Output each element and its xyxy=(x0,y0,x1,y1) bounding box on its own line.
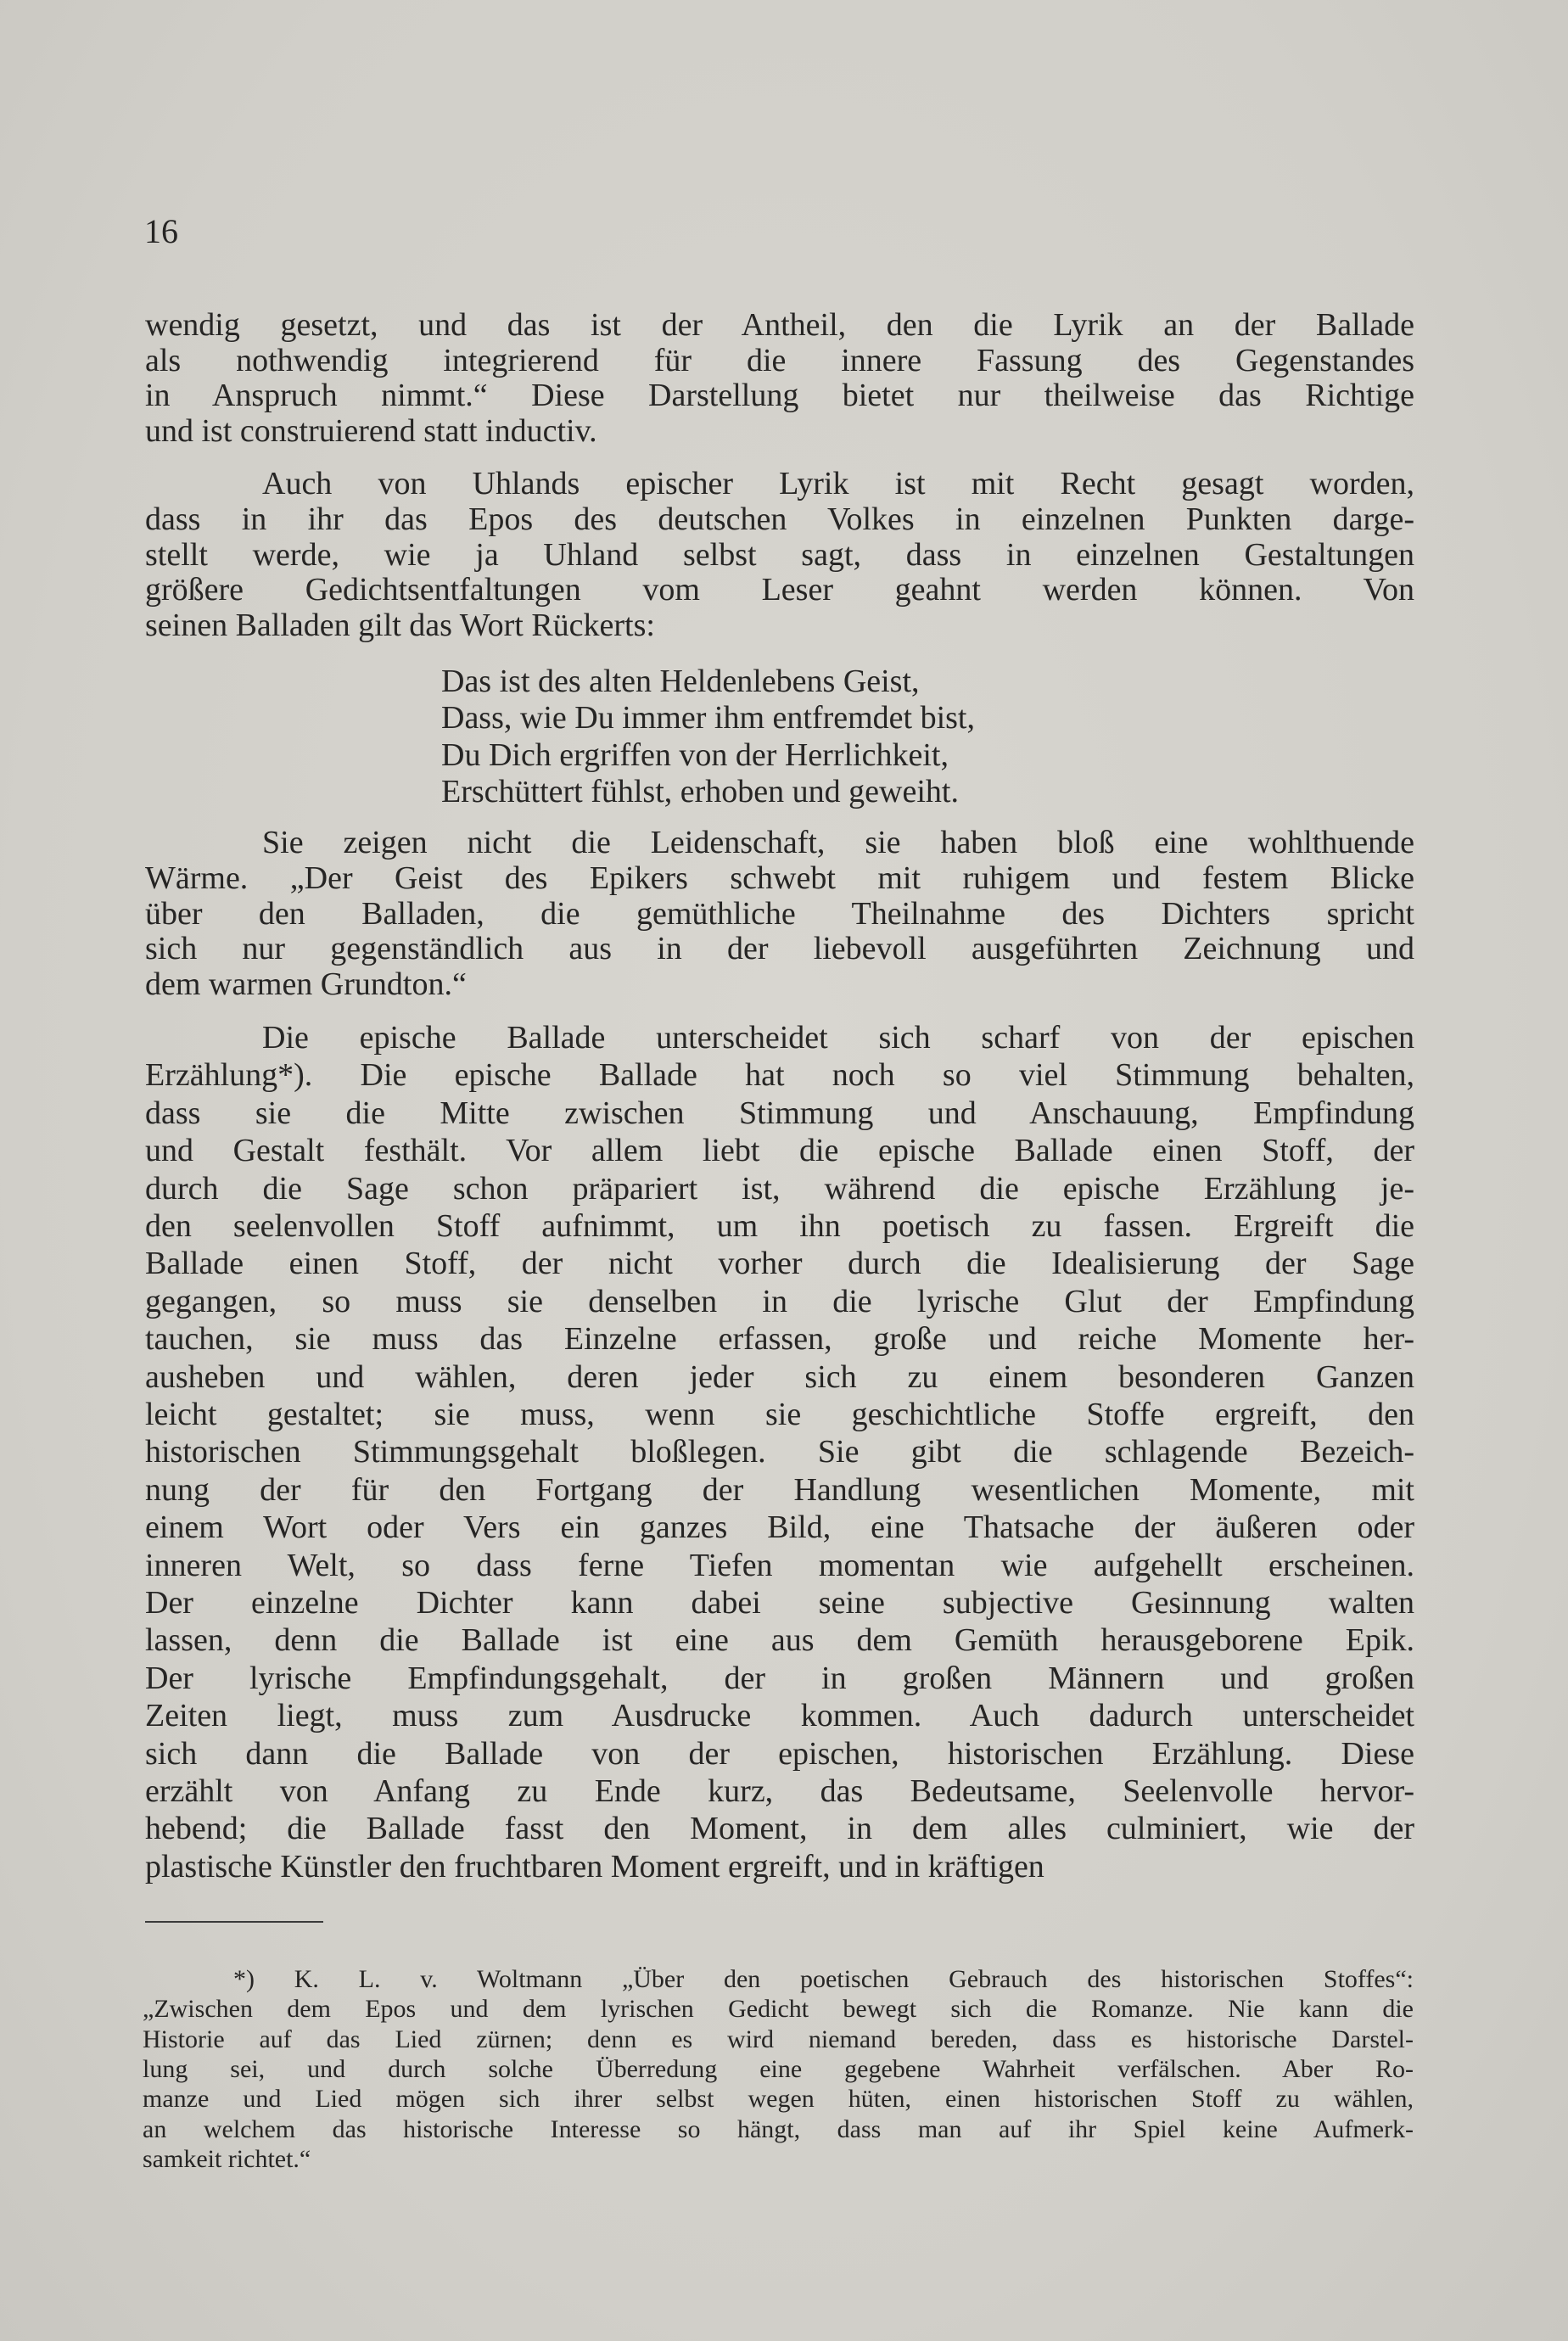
text-line: in Anspruch nimmt.“ Diese Darstellung bietet nur theilweise das Richtige xyxy=(145,378,1414,413)
text-line: ausheben und wählen, deren jeder sich zu einem besonderen Ganzen xyxy=(145,1358,1414,1395)
text-line: tauchen, sie muss das Einzelne erfassen, große und reiche Momente her- xyxy=(145,1321,1414,1358)
page-number: 16 xyxy=(144,212,178,250)
footnote-separator xyxy=(145,1921,323,1923)
text-line: gegangen, so muss sie denselben in die lyrische Glut der Empfindung xyxy=(145,1283,1414,1319)
footnote-line: lung sei, und durch solche Überredung eine gegebene Wahrheit verfälschen. Aber Ro- xyxy=(143,2054,1414,2083)
text-line: Der lyrische Empfindungsgehalt, der in großen Männern und großen xyxy=(145,1660,1414,1696)
verse-line: Das ist des alten Heldenlebens Geist, xyxy=(441,664,920,699)
text-line: sich nur gegenständlich aus in der liebevoll ausgeführten Zeichnung und xyxy=(145,931,1414,967)
text-line: größere Gedichtsentfaltungen vom Leser geahnt werden können. Von xyxy=(145,572,1414,608)
text-line: hebend; die Ballade fasst den Moment, in dem alles culminiert, wie der xyxy=(145,1811,1414,1847)
text-line: Wärme. „Der Geist des Epikers schwebt mit ruhigem und festem Blicke xyxy=(145,860,1414,896)
text-line: dass in ihr das Epos des deutschen Volkes in einzelnen Punkten darge- xyxy=(145,501,1414,537)
text-line: Sie zeigen nicht die Leidenschaft, sie haben bloß eine wohlthuende xyxy=(262,825,1414,860)
footnote-line: samkeit richtet.“ xyxy=(143,2144,311,2173)
text-line: Die epische Ballade unterscheidet sich scharf von der epischen xyxy=(262,1020,1414,1056)
text-line: sich dann die Ballade von der epischen, historischen Erzählung. Diese xyxy=(145,1735,1414,1772)
text-line: historischen Stimmungsgehalt bloßlegen. Sie gibt die schlagende Bezeich- xyxy=(145,1434,1414,1470)
text-line: nung der für den Fortgang der Handlung wesentlichen Momente, mit xyxy=(145,1471,1414,1508)
text-line: erzählt von Anfang zu Ende kurz, das Bedeutsame, Seelenvolle hervor- xyxy=(145,1773,1414,1809)
verse-line: Dass, wie Du immer ihm entfremdet bist, xyxy=(441,700,975,736)
verse-line: Erschüttert fühlst, erhoben und geweiht. xyxy=(441,773,959,809)
text-line: dass sie die Mitte zwischen Stimmung und Anschauung, Empfindung xyxy=(145,1095,1414,1131)
text-line: einem Wort oder Vers ein ganzes Bild, eine Thatsache der äußeren oder xyxy=(145,1509,1414,1546)
text-line: plastische Künstler den fruchtbaren Moment ergreift, und in kräftigen xyxy=(145,1848,1044,1885)
text-line: als nothwendig integrierend für die innere Fassung des Gegenstandes xyxy=(145,342,1414,378)
footnote-line: „Zwischen dem Epos und dem lyrischen Gedicht bewegt sich die Romanze. Nie kann die xyxy=(143,1995,1414,2024)
text-line: inneren Welt, so dass ferne Tiefen momentan wie aufgehellt erscheinen. xyxy=(145,1547,1414,1583)
text-line: stellt werde, wie ja Uhland selbst sagt, dass in einzelnen Gestaltungen xyxy=(145,536,1414,573)
footnote-line: manze und Lied mögen sich ihrer selbst wegen hüten, einen historischen Stoff zu wählen, xyxy=(143,2085,1414,2114)
text-line: über den Balladen, die gemüthliche Theilnahme des Dichters spricht xyxy=(145,895,1414,932)
footnote-line: an welchem das historische Interesse so hängt, dass man auf ihr Spiel keine Aufmerk- xyxy=(143,2114,1414,2143)
text-line: wendig gesetzt, und das ist der Antheil, den die Lyrik an der Ballade xyxy=(145,307,1414,343)
text-line: den seelenvollen Stoff aufnimmt, um ihn poetisch zu fassen. Ergreift die xyxy=(145,1208,1414,1244)
text-line: durch die Sage schon präpariert ist, während die epische Erzählung je- xyxy=(145,1170,1414,1207)
text-line: und Gestalt festhält. Vor allem liebt die epische Ballade einen Stoff, der xyxy=(145,1133,1414,1169)
footnote-line: Historie auf das Lied zürnen; denn es wird niemand bereden, dass es historische Darstel- xyxy=(143,2025,1414,2053)
text-line: lassen, denn die Ballade ist eine aus dem Gemüth herausgeborene Epik. xyxy=(145,1622,1414,1659)
footnote-line: *) K. L. v. Woltmann „Über den poetischen Gebrauch des historischen Stoffes“: xyxy=(233,1965,1414,1993)
text-line: seinen Balladen gilt das Wort Rückerts: xyxy=(145,608,655,644)
text-line: und ist construierend statt inductiv. xyxy=(145,412,597,449)
text-line: Ballade einen Stoff, der nicht vorher durch die Idealisierung der Sage xyxy=(145,1246,1414,1282)
text-line: dem warmen Grundton.“ xyxy=(145,966,467,1003)
text-line: leicht gestaltet; sie muss, wenn sie geschichtliche Stoffe ergreift, den xyxy=(145,1397,1414,1432)
verse-line: Du Dich ergriffen von der Herrlichkeit, xyxy=(441,736,949,773)
text-line: Auch von Uhlands epischer Lyrik ist mit Recht gesagt worden, xyxy=(262,466,1414,501)
text-line: Zeiten liegt, muss zum Ausdrucke kommen. Auch dadurch unterscheidet xyxy=(145,1698,1414,1734)
text-line: Der einzelne Dichter kann dabei seine subjective Gesinnung walten xyxy=(145,1585,1414,1621)
text-line: Erzählung*). Die epische Ballade hat noch so viel Stimmung behalten, xyxy=(145,1057,1414,1094)
